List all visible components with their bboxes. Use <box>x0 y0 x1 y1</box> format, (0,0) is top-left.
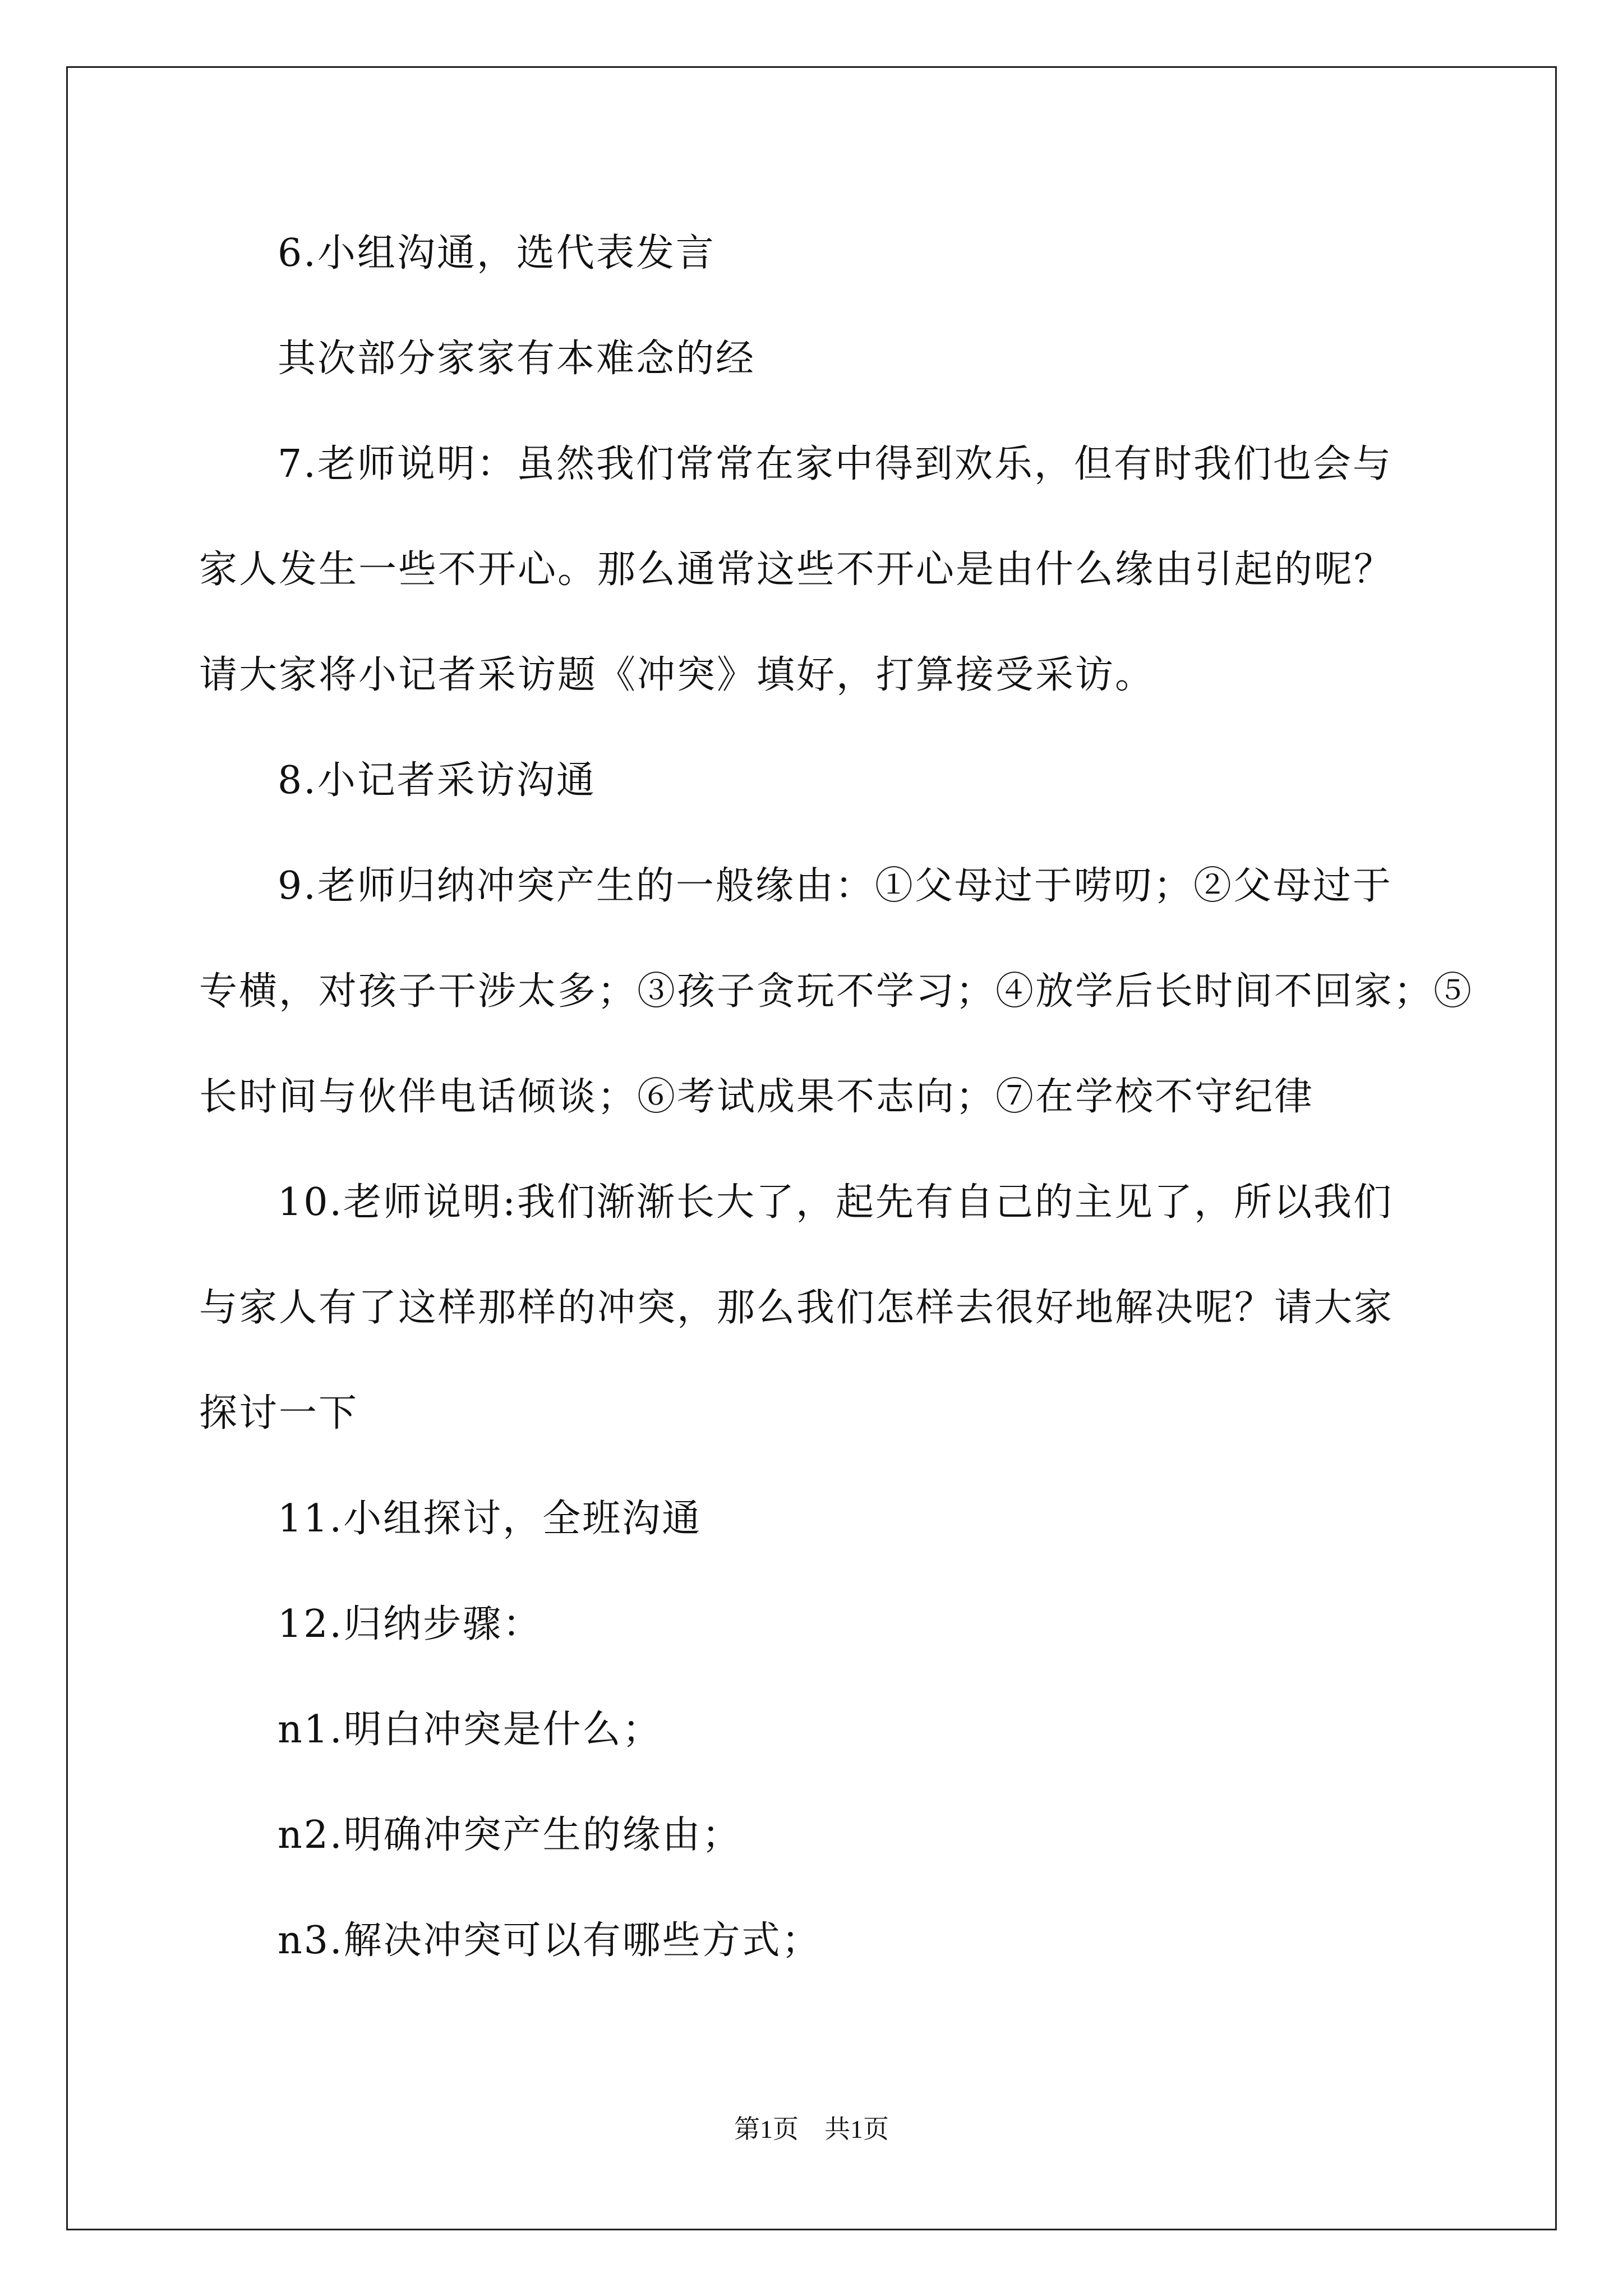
paragraph-step-10-line-1: 10.老师说明:我们渐渐长大了，起先有自己的主见了，所以我们 <box>278 1180 1394 1225</box>
paragraph-step-10-line-2: 与家人有了这样那样的冲突，那么我们怎样去很好地解决呢？请大家 <box>199 1286 1394 1330</box>
paragraph-step-6: 6.小组沟通，选代表发言 <box>278 231 716 275</box>
paragraph-step-9-line-3: 长时间与伙伴电话倾谈；⑥考试成果不志向；⑦在学校不守纪律 <box>199 1075 1315 1119</box>
page-footer-page-number: 第1页 共1页 <box>734 2115 889 2143</box>
paragraph-step-9-line-2: 专横，对孩子干涉太多；③孩子贪玩不学习；④放学后长时间不回家；⑤ <box>199 969 1474 1014</box>
page-border <box>66 66 1557 2230</box>
paragraph-step-8: 8.小记者采访沟通 <box>278 758 596 803</box>
list-item-n3: n3.解决冲突可以有哪些方式； <box>278 1918 822 1963</box>
paragraph-step-7-line-2: 家人发生一些不开心。那么通常这些不开心是由什么缘由引起的呢？ <box>199 547 1394 592</box>
paragraph-step-10-line-3: 探讨一下 <box>199 1391 359 1435</box>
section-heading-part-2: 其次部分家家有本难念的经 <box>278 337 756 381</box>
paragraph-step-11: 11.小组探讨，全班沟通 <box>278 1497 702 1541</box>
paragraph-step-12: 12.归纳步骤： <box>278 1602 543 1646</box>
list-item-n2: n2.明确冲突产生的缘由； <box>278 1813 742 1857</box>
paragraph-step-9-line-1: 9.老师归纳冲突产生的一般缘由：①父母过于唠叨；②父母过于 <box>278 864 1393 908</box>
paragraph-step-7-line-1: 7.老师说明：虽然我们常常在家中得到欢乐，但有时我们也会与 <box>278 442 1393 486</box>
list-item-n1: n1.明白冲突是什么； <box>278 1708 662 1752</box>
paragraph-step-7-line-3: 请大家将小记者采访题《冲突》填好，打算接受采访。 <box>199 653 1155 697</box>
